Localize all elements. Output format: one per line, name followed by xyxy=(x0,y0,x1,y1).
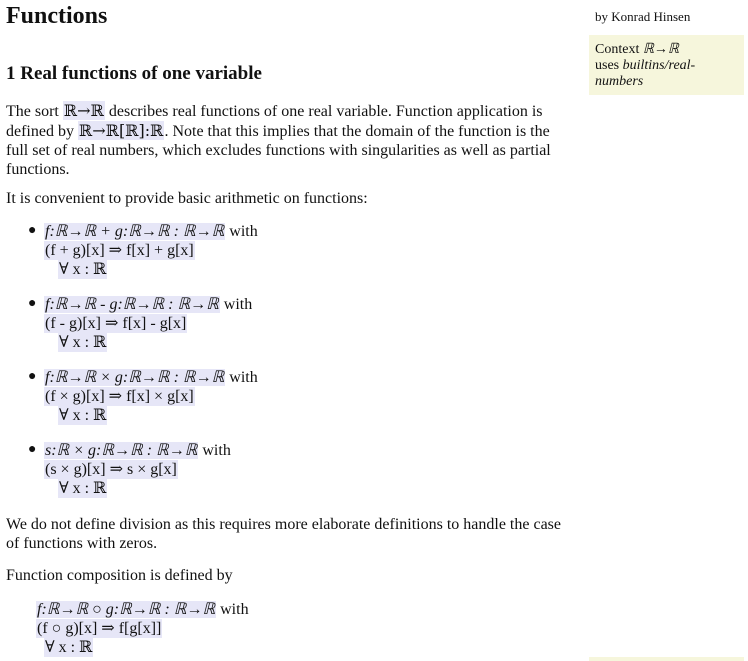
composition-forall[interactable]: ∀ x : ℝ xyxy=(45,639,93,656)
with-keyword: with xyxy=(229,369,258,386)
context-box xyxy=(589,35,744,95)
bullet-icon: ● xyxy=(28,223,37,238)
section-title: 1 Real functions of one variable xyxy=(6,63,262,84)
author-line: by Konrad Hinsen xyxy=(595,9,691,24)
sort-term[interactable]: ℝ→ℝ xyxy=(63,101,104,120)
op-signature[interactable]: s:ℝ × g:ℝ→ℝ : ℝ→ℝ xyxy=(45,442,198,459)
with-keyword: with xyxy=(220,601,249,618)
intro-paragraph xyxy=(6,101,562,179)
uses-label: uses xyxy=(595,58,620,73)
list-item xyxy=(6,295,566,368)
list-item xyxy=(6,368,566,441)
op-forall[interactable]: ∀ x : ℝ xyxy=(59,407,107,424)
list-item xyxy=(6,441,566,514)
arith-intro: It is convenient to provide basic arithmetic on functions: xyxy=(6,190,368,207)
application-term[interactable]: ℝ→ℝ[ℝ]:ℝ xyxy=(78,121,164,140)
op-forall[interactable]: ∀ x : ℝ xyxy=(59,334,107,351)
bullet-icon: ● xyxy=(28,369,37,384)
composition-block xyxy=(36,600,249,657)
op-signature[interactable]: f:ℝ→ℝ × g:ℝ→ℝ : ℝ→ℝ xyxy=(45,369,225,386)
page-title: Functions xyxy=(6,3,108,29)
op-signature[interactable]: f:ℝ→ℝ + g:ℝ→ℝ : ℝ→ℝ xyxy=(45,223,225,240)
context-box-next xyxy=(589,657,744,661)
list-item xyxy=(6,222,566,295)
op-rule[interactable]: (f × g)[x] ⇒ f[x] × g[x] xyxy=(45,388,194,405)
op-forall[interactable]: ∀ x : ℝ xyxy=(59,480,107,497)
bullet-icon: ● xyxy=(28,442,37,457)
op-signature[interactable]: f:ℝ→ℝ - g:ℝ→ℝ : ℝ→ℝ xyxy=(45,296,219,313)
composition-intro: Function composition is defined by xyxy=(6,567,233,584)
context-label: Context xyxy=(595,42,640,57)
division-note: We do not define division as this requires more elaborate definitions to handle the case of functions with zeros. xyxy=(6,516,561,552)
with-keyword: with xyxy=(229,223,258,240)
intro-text-1: The sort xyxy=(6,103,63,120)
with-keyword: with xyxy=(202,442,231,459)
intro-text-2: describes real functions of one real variable. Function application is defined by xyxy=(6,103,543,140)
context-sort[interactable]: ℝ→ℝ xyxy=(642,42,680,57)
op-rule[interactable]: (f + g)[x] ⇒ f[x] + g[x] xyxy=(45,242,194,259)
bullet-icon: ● xyxy=(28,296,37,311)
intro-text-3: . Note that this implies that the domain of the function is the full set of real numbers, which excludes functions with singularities as well as partial functions. xyxy=(6,123,551,178)
operations-list xyxy=(6,222,566,514)
op-forall[interactable]: ∀ x : ℝ xyxy=(59,261,107,278)
op-rule[interactable]: (f - g)[x] ⇒ f[x] - g[x] xyxy=(45,315,187,332)
uses-link[interactable]: builtins/real-numbers xyxy=(595,58,696,89)
composition-signature[interactable]: f:ℝ→ℝ ○ g:ℝ→ℝ : ℝ→ℝ xyxy=(37,601,216,618)
composition-rule[interactable]: (f ○ g)[x] ⇒ f[g[x]] xyxy=(37,620,162,637)
op-rule[interactable]: (s × g)[x] ⇒ s × g[x] xyxy=(45,461,177,478)
with-keyword: with xyxy=(223,296,253,313)
